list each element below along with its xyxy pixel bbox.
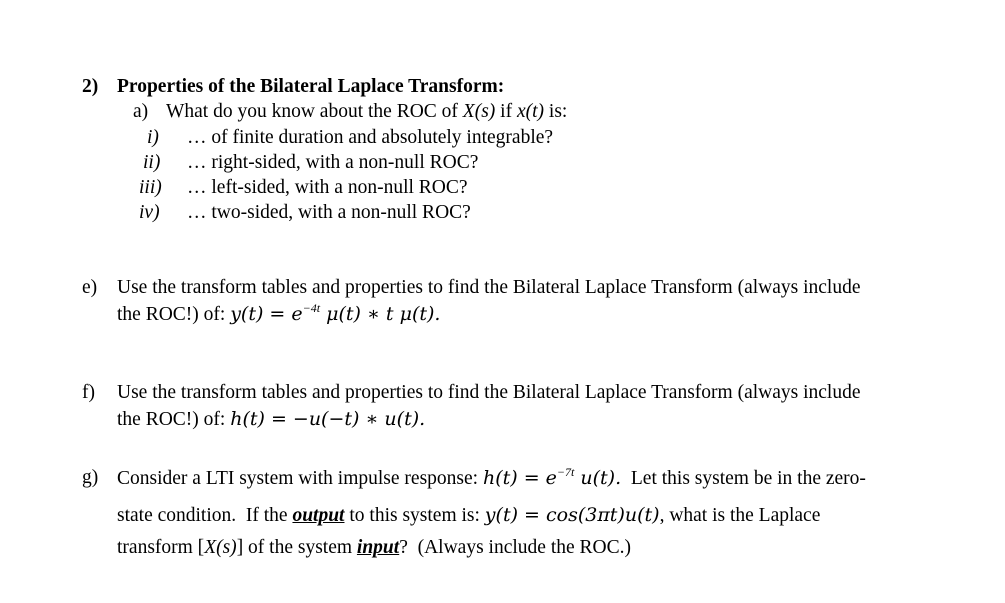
part-g-line2-b: to this system is: (344, 505, 485, 526)
part-a-xt: x(t) (516, 101, 545, 122)
part-e-equation-lhs: y(t) = e (230, 303, 303, 325)
part-g-line3-a: transform [ (117, 537, 205, 558)
part-g-label: g) (82, 467, 99, 488)
part-e-label: e) (82, 277, 98, 298)
subitem-numeral: iv) (139, 202, 160, 223)
part-g-line2-a: state condition. If the (117, 505, 293, 526)
part-a-prompt (166, 101, 567, 123)
subitem-text: … right-sided, with a non-null ROC? (187, 152, 479, 173)
part-g-line2 (117, 504, 820, 527)
subitem-numeral: i) (147, 127, 159, 148)
part-g-line1-prefix: Consider a LTI system with impulse response: (117, 468, 483, 489)
part-a-xs: X(s) (462, 101, 496, 122)
part-e-line2 (117, 303, 440, 326)
part-g-line2-c: , what is the Laplace (659, 505, 821, 526)
question-number: 2) (82, 76, 99, 97)
part-e-prefix: the ROC!) of: (117, 304, 231, 325)
input-emphasis: input (356, 537, 400, 558)
part-g-impulse-lhs: h(t) = e (482, 467, 557, 489)
part-e-equation-rhs: μ(t) ∗ t μ(t). (320, 303, 441, 325)
part-a-if: if (495, 101, 517, 122)
part-g-output-equation: y(t) = cos(3πt)u(t) (484, 504, 660, 526)
part-g-line1 (117, 467, 866, 490)
part-g-line3-c: ? (Always include the ROC.) (399, 537, 631, 558)
part-a-text-1: What do you know about the ROC of (166, 101, 463, 122)
part-g-line3-b: ] of the system (236, 537, 357, 558)
subitem-numeral: ii) (143, 152, 161, 173)
subitem-text: … of finite duration and absolutely integrable? (187, 127, 554, 148)
subitem-numeral: iii) (139, 177, 162, 198)
output-emphasis: output (292, 505, 345, 526)
part-f-label: f) (82, 382, 95, 403)
part-e-exponent: −4t (302, 301, 321, 315)
subitem-text: … left-sided, with a non-null ROC? (187, 177, 468, 198)
part-a-label: a) (133, 101, 149, 122)
part-g-impulse-exponent: −7t (556, 465, 575, 479)
part-g-line3 (117, 537, 631, 559)
part-e-line1: Use the transform tables and properties to find the Bilateral Laplace Transform (always include (117, 277, 861, 298)
part-f-line1: Use the transform tables and properties to find the Bilateral Laplace Transform (always include (117, 382, 861, 403)
part-f-line2 (117, 408, 425, 431)
part-a-text-2: is: (544, 101, 568, 122)
part-f-equation: h(t) = −u(−t) ∗ u(t). (230, 408, 426, 430)
part-g-impulse-rhs: u(t). (574, 467, 622, 489)
part-g-xs: X(s) (204, 537, 237, 558)
subitem-text: … two-sided, with a non-null ROC? (187, 202, 471, 223)
question-title: Properties of the Bilateral Laplace Transform: (117, 76, 505, 97)
part-f-prefix: the ROC!) of: (117, 409, 231, 430)
part-g-line1-suffix: Let this system be in the zero- (621, 468, 866, 489)
